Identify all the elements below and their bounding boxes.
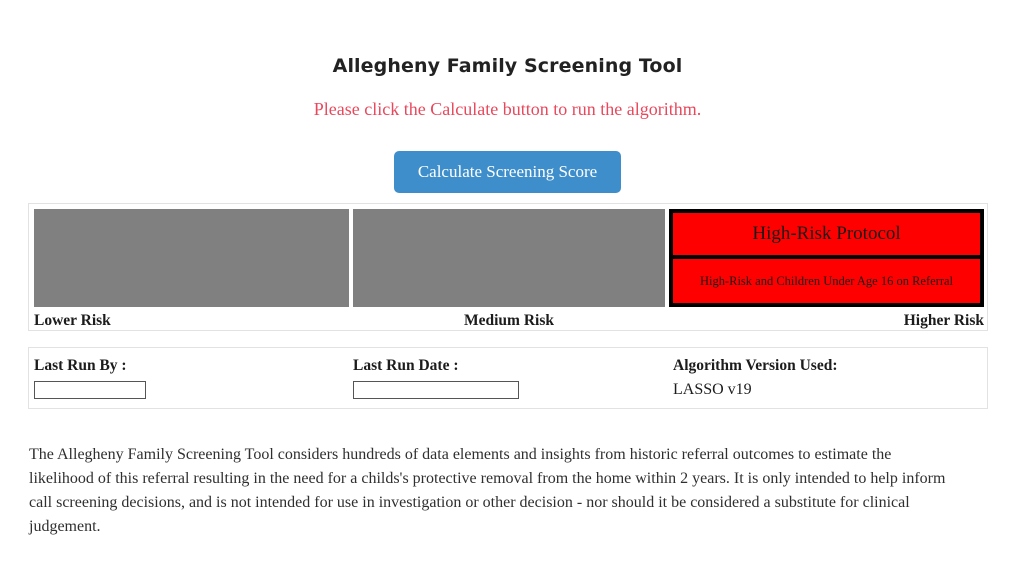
high-risk-protocol-banner: [673, 213, 980, 259]
risk-segment-high-active: [669, 209, 984, 307]
risk-label-lower: Lower Risk: [34, 312, 111, 329]
run-info-panel: [28, 347, 988, 409]
risk-gauge-panel: [28, 203, 988, 331]
risk-segment-lower: [34, 209, 349, 307]
high-risk-protocol-label: High-Risk Protocol: [752, 223, 901, 244]
risk-gauge-bars: [34, 209, 984, 307]
risk-segment-medium: [353, 209, 665, 307]
risk-label-higher: Higher Risk: [903, 312, 984, 329]
last-run-by-field: [34, 357, 146, 399]
risk-scale-labels: [34, 312, 984, 330]
risk-label-medium: Medium Risk: [464, 312, 554, 329]
tool-description: The Allegheny Family Screening Tool considers hundreds of data elements and insights from historic referral outcomes to estimate the likelihood of this referral resulting in the need for a childs's protective removal from the home within 2 years. It is only intended to help inform call screening decisions, and is not intended for use in investigation or other decision - nor should it be considered a substitute for clinical judgement.: [29, 446, 946, 535]
algorithm-version-label: Algorithm Version Used:: [673, 357, 838, 374]
algorithm-version-field: [673, 357, 837, 399]
last-run-date-field: [353, 357, 519, 399]
algorithm-version-value: LASSO v19: [673, 381, 752, 398]
instruction-message: Please click the Calculate button to run the algorithm.: [313, 99, 702, 119]
high-risk-detail-label: High-Risk and Children Under Age 16 on Referral: [699, 273, 954, 288]
last-run-date-label: Last Run Date :: [353, 357, 459, 374]
page-title: Allegheny Family Screening Tool: [332, 55, 683, 77]
high-risk-detail-banner: [673, 259, 980, 303]
last-run-date-input[interactable]: [353, 381, 519, 399]
calculate-button-container: [0, 151, 1015, 193]
last-run-by-input[interactable]: [34, 381, 146, 399]
calculate-screening-score-button[interactable]: Calculate Screening Score: [394, 151, 621, 193]
last-run-by-label: Last Run By :: [34, 357, 127, 374]
